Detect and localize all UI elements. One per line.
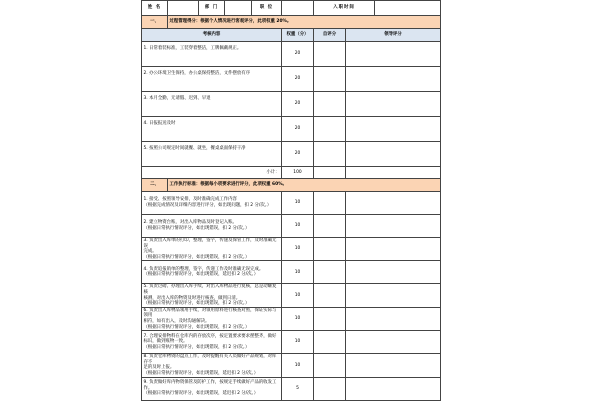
join-date-label: 入职时间	[314, 1, 375, 16]
section2-number: 二、	[142, 179, 168, 192]
leader-score-cell[interactable]	[346, 307, 441, 330]
item-weight: 10	[282, 284, 314, 307]
self-score-cell[interactable]	[314, 238, 346, 261]
self-score-cell[interactable]	[314, 261, 346, 284]
join-date-field[interactable]	[375, 1, 441, 16]
section1-number: 一、	[142, 16, 168, 29]
leader-score-cell[interactable]	[346, 117, 441, 142]
table-row	[142, 238, 441, 261]
item-text: 5. 负责过磅、办理出入库手续，对出入库物品进行复核，总是动耀复核 核测，对出入库的物资及时进行核查，做到日清。 （根据日常执行情况评分，如出现错误，扣 2 分/次。）	[142, 284, 282, 307]
item-weight: 20	[282, 67, 314, 92]
leader-score-cell[interactable]	[346, 331, 441, 354]
self-score-cell[interactable]	[314, 67, 346, 92]
table-row	[142, 42, 441, 67]
self-score-cell[interactable]	[314, 377, 346, 400]
self-score-cell[interactable]	[314, 42, 346, 67]
position-field[interactable]	[282, 1, 314, 16]
subtotal-value: 100	[282, 167, 314, 179]
table-row	[142, 307, 441, 330]
item-weight: 20	[282, 117, 314, 142]
leader-score-cell[interactable]	[346, 92, 441, 117]
table-row	[142, 261, 441, 284]
item-text: 4. 负责追报销单的整理，签字，传递工作及时准确无误完成。 （根据日常执行情况评分，如出现错误，延迟扣 2 分/次。）	[142, 261, 282, 284]
item-text: 1. 日常着装标准，工装穿着整洁，工牌佩戴规正。	[142, 42, 282, 67]
item-weight: 10	[282, 331, 314, 354]
leader-score-cell[interactable]	[346, 42, 441, 67]
item-weight: 20	[282, 92, 314, 117]
self-score-cell[interactable]	[314, 192, 346, 215]
name-label: 姓 名	[142, 1, 168, 16]
self-score-cell[interactable]	[314, 142, 346, 167]
item-weight: 10	[282, 354, 314, 377]
item-weight: 20	[282, 142, 314, 167]
self-score-cell[interactable]	[314, 331, 346, 354]
col-weight-header: 权重（分）	[282, 29, 314, 42]
item-weight: 5	[282, 377, 314, 400]
item-weight: 10	[282, 261, 314, 284]
item-text: 1. 接受、按照领导安排，及时准确完成工作内容 （根据完成情况及详细内容进行评分，如出现问题，扣 2 分/次。）	[142, 192, 282, 215]
table-row	[142, 117, 441, 142]
section1-title: 过程管理得分：根据个人情况进行客观评分，此项权重 20%。	[168, 16, 441, 29]
subtotal-label: 小计：	[142, 167, 282, 179]
table-row	[142, 92, 441, 117]
item-weight: 20	[282, 42, 314, 67]
col-content-header: 考核内容	[142, 29, 282, 42]
subtotal-row	[142, 167, 441, 179]
table-row	[142, 67, 441, 92]
leader-score-cell[interactable]	[346, 67, 441, 92]
evaluation-sheet	[141, 0, 440, 400]
item-weight: 10	[282, 215, 314, 238]
leader-score-cell[interactable]	[346, 167, 441, 179]
position-label: 职 位	[252, 1, 282, 16]
self-score-cell[interactable]	[314, 354, 346, 377]
table-row	[142, 192, 441, 215]
item-text: 3. 负责出入库单的打印，整理，签字，传递及保管工作，及时准确无误 完成。 （根据日常执行情况评分，如出现错误，扣 2 分/次。）	[142, 238, 282, 261]
leader-score-cell[interactable]	[346, 354, 441, 377]
leader-score-cell[interactable]	[346, 142, 441, 167]
leader-score-cell[interactable]	[346, 215, 441, 238]
section1-header	[142, 16, 441, 29]
dept-field[interactable]	[225, 1, 252, 16]
self-score-cell[interactable]	[314, 167, 346, 179]
item-text: 8. 负责仓库物资的盘点工作，及时提醒有关人员做好产品规划，对库存不 足的及时上报。 （根据日常执行情况评分，如出现错误，延迟扣 2 分/次。）	[142, 354, 282, 377]
leader-score-cell[interactable]	[346, 284, 441, 307]
section2-title: 工作执行标准：根据每小项要求进行评分，此项权重 60%。	[168, 179, 441, 192]
evaluation-table	[141, 0, 441, 401]
leader-score-cell[interactable]	[346, 377, 441, 400]
item-text: 7. 合理安排物料在仓库内的存放次序，按定置要求要求摆整齐，做好 标识，做到账物一致。 （根据日常执行情况评分，如出现错误，扣 2 分/次。）	[142, 331, 282, 354]
table-row	[142, 331, 441, 354]
table-row	[142, 284, 441, 307]
section2-header	[142, 179, 441, 192]
self-score-cell[interactable]	[314, 307, 346, 330]
table-row	[142, 142, 441, 167]
table-row	[142, 354, 441, 377]
item-text: 6. 负责出入库物品领用手续，对领用原料进行核查对照，保证实际与领用 相符，如有出入，及时沟通解决。 （根据日常执行情况评分，如出现错误，扣 2 分/次。）	[142, 307, 282, 330]
leader-score-cell[interactable]	[346, 261, 441, 284]
item-text: 2. 办公环境卫生保持，办公桌保持整洁，文件摆放有序	[142, 67, 282, 92]
item-text: 2. 建立物资台账，对出入库物品及时登记入账。 （根据日常执行情况评分，如出现错误，扣 2 分/次。）	[142, 215, 282, 238]
header-row	[142, 1, 441, 16]
item-text: 4. 日报报送及时	[142, 117, 282, 142]
item-weight: 10	[282, 307, 314, 330]
self-score-cell[interactable]	[314, 284, 346, 307]
table-row	[142, 215, 441, 238]
item-text: 5. 按照公司规定时间就餐、就坐，餐桌桌面保持干净	[142, 142, 282, 167]
col-leader-score-header: 领导评分	[346, 29, 441, 42]
item-weight: 10	[282, 238, 314, 261]
self-score-cell[interactable]	[314, 92, 346, 117]
item-text: 3. 本月全勤，无请假、迟到、早退	[142, 92, 282, 117]
dept-label: 部 门	[199, 1, 225, 16]
self-score-cell[interactable]	[314, 117, 346, 142]
col-self-score-header: 自评分	[314, 29, 346, 42]
leader-score-cell[interactable]	[346, 238, 441, 261]
name-field[interactable]	[168, 1, 199, 16]
self-score-cell[interactable]	[314, 215, 346, 238]
column-header-row	[142, 29, 441, 42]
item-text: 9. 负责做好库内物资保管及防护工作，按规定手续做好产品的收发工 作。 （根据日常执行情况评分，如出现错误，延迟扣 2 分/次。）	[142, 377, 282, 400]
leader-score-cell[interactable]	[346, 192, 441, 215]
item-weight: 10	[282, 192, 314, 215]
table-row	[142, 377, 441, 400]
